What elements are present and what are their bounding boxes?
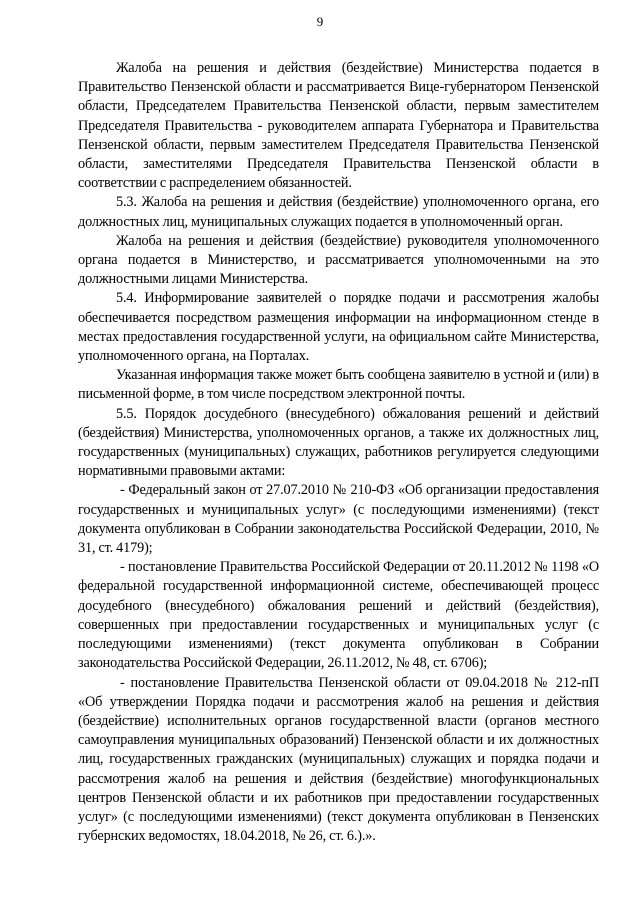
paragraph: Указанная информация также может быть сообщена заявителю в устной и (или) в письменной форме, в том числе посредством электронной почты.: [78, 367, 599, 403]
paragraph: 5.5. Порядок досудебного (внесудебного) обжалования решений и действий (бездействия) Министерства, уполномоченных органов, а также их должностных лиц, государственных (муниципальных) служащих, работников регулируется следующими нормативными правовыми актами:: [78, 405, 599, 480]
document-body: [78, 59, 599, 846]
paragraph: - постановление Правительства Пензенской области от 09.04.2018 № 212-пП «Об утверждении Порядка подачи и рассмотрения жалоб на решения и действия (бездействие) исполнительных органов государственной власти (органов местного самоуправления муниципальных образований) Пензенской области и их должностных лиц, государственных гражданских (муниципальных) служащих и порядка подачи и рассмотрения жалоб на решения и действия (бездействие) многофункциональных центров Пензенской области и их работников при предоставлении государственных услуг» (с последующими изменениями) (текст документа опубликован в Пензенских губернских ведомостях, 18.04.2018, № 26, ст. 6.).».: [78, 674, 599, 845]
paragraph: 5.3. Жалоба на решения и действия (бездействие) уполномоченного органа, его должностных лиц, муниципальных служащих подается в уполномоченный орган.: [78, 194, 599, 230]
paragraph: Жалоба на решения и действия (бездействие) Министерства подается в Правительство Пензенской области и рассматривается Вице-губернатором Пензенской области, Председателем Правительства Пензенской области, первым заместителем Председателя Правительства - руководителем аппарата Губернатора и Правительства Пензенской области, первым заместителем Председателя Правительства Пензенской области, заместителями Председателя Правительства Пензенской области в соответствии с распределением обязанностей.: [78, 60, 599, 192]
paragraph: Жалоба на решения и действия (бездействие) руководителя уполномоченного органа подается в Министерство, и рассматривается уполномоченными на это должностными лицами Министерства.: [78, 232, 599, 288]
paragraph: 5.4. Информирование заявителей о порядке подачи и рассмотрения жалобы обеспечивается посредством размещения информации на информационном стенде в местах предоставления государственной услуги, на официальном сайте Министерства, уполномоченного органа, на Порталах.: [78, 290, 599, 365]
paragraph: - Федеральный закон от 27.07.2010 № 210-ФЗ «Об организации предоставления государственных и муниципальных услуг» (с последующими изменениями) (текст документа опубликован в Собрании законодательства Российской Федерации, 2010, № 31, ст. 4179);: [78, 482, 599, 557]
page-number: 9: [316, 14, 324, 29]
paragraph: - постановление Правительства Российской Федерации от 20.11.2012 № 1198 «О федеральной государственной информационной системе, обеспечивающей процесс досудебного (внесудебного) обжалования решений и действий (бездействия), совершенных при предоставлении государственных и муниципальных услуг (с последующими изменениями) (текст документа опубликован в Собрании законодательства Российской Федерации, 26.11.2012, № 48, ст. 6706);: [78, 559, 599, 672]
